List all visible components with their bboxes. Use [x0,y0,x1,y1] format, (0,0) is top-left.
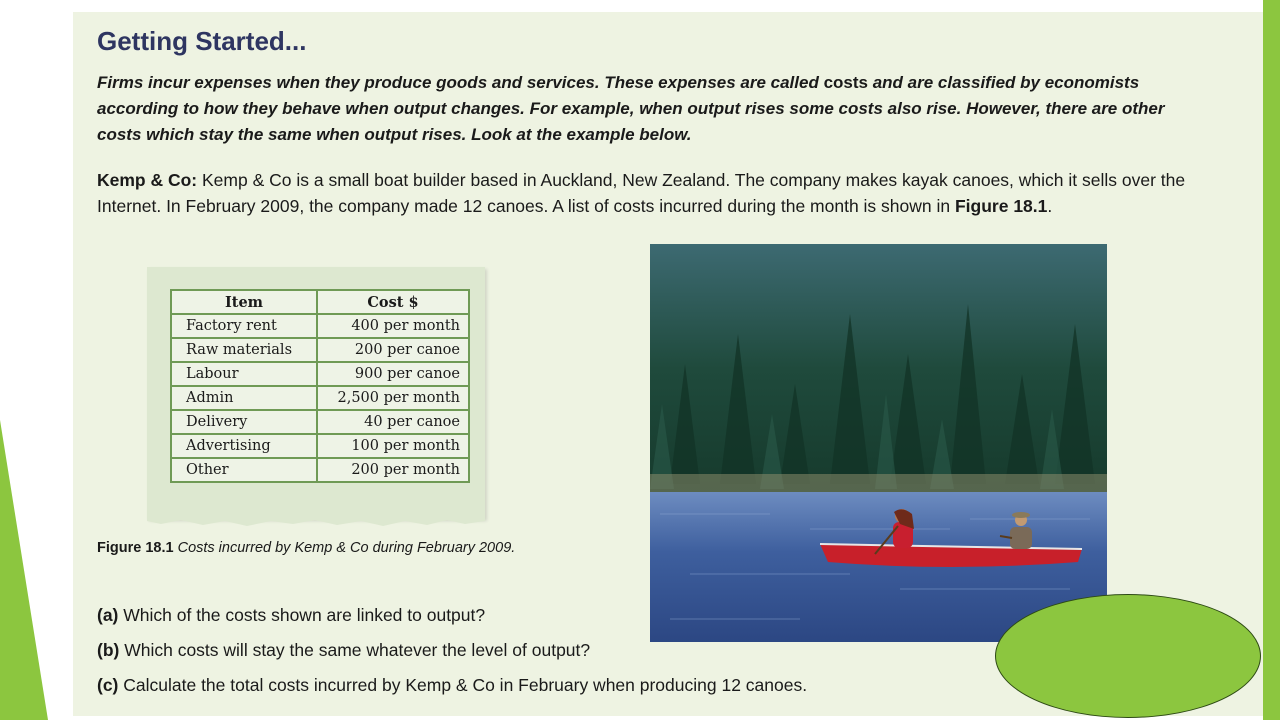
cell-cost: 40 per canoe [317,410,469,434]
intro-paragraph: Firms incur expenses when they produce goods and services. These expenses are called costs and are classified by economists according to how they behave when output changes. For example, when output rises some costs also rise. However, there are other costs which stay the same when output rises. Look at the example below. [97,73,1165,144]
table-row [171,434,469,458]
table-row [171,458,469,482]
costs-keyword: costs [823,73,868,92]
question-c: (c) Calculate the total costs incurred by Kemp & Co in February when producing 12 canoes. [97,675,808,695]
question-b: (b) Which costs will stay the same whatever the level of output? [97,640,591,660]
table-row [171,386,469,410]
green-oval-shape[interactable] [995,594,1261,718]
caption-label: Figure 18.1 [97,540,174,556]
cell-cost: 200 per canoe [317,338,469,362]
table-row [171,338,469,362]
figure-caption: Figure 18.1 Costs incurred by Kemp & Co during February 2009. [97,540,516,556]
right-accent-bar [1263,0,1280,720]
cell-cost: 400 per month [317,314,469,338]
table-row [171,314,469,338]
cell-cost: 200 per month [317,458,469,482]
cost-table [170,289,470,483]
question-a: (a) Which of the costs shown are linked to output? [97,605,486,625]
page-title: Getting Started... [97,26,307,56]
cost-table-card [147,267,485,519]
cell-item: Admin [171,386,317,410]
cell-cost: 2,500 per month [317,386,469,410]
table-row [171,362,469,386]
cell-cost: 100 per month [317,434,469,458]
case-study-paragraph: Kemp & Co: Kemp & Co is a small boat builder based in Auckland, New Zealand. The company makes kayak canoes, which it sells over the Internet. In February 2009, the company made 12 canoes. A list of costs incurred during the month is shown in Figure 18.1. [97,170,1186,216]
cell-item: Advertising [171,434,317,458]
column-header-cost: Cost $ [317,290,469,314]
table-header-row [171,290,469,314]
cell-item: Other [171,458,317,482]
cell-item: Raw materials [171,338,317,362]
table-row [171,410,469,434]
case-study-label: Kemp & Co: [97,170,198,190]
column-header-item: Item [171,290,317,314]
cell-item: Labour [171,362,317,386]
cell-item: Factory rent [171,314,317,338]
canoe-lake-photo [650,244,1107,642]
cell-item: Delivery [171,410,317,434]
figure-reference: Figure 18.1 [954,196,1048,216]
cell-cost: 900 per canoe [317,362,469,386]
torn-paper-edge [147,515,485,529]
left-accent-triangle [0,0,60,720]
questions-list [97,602,807,707]
